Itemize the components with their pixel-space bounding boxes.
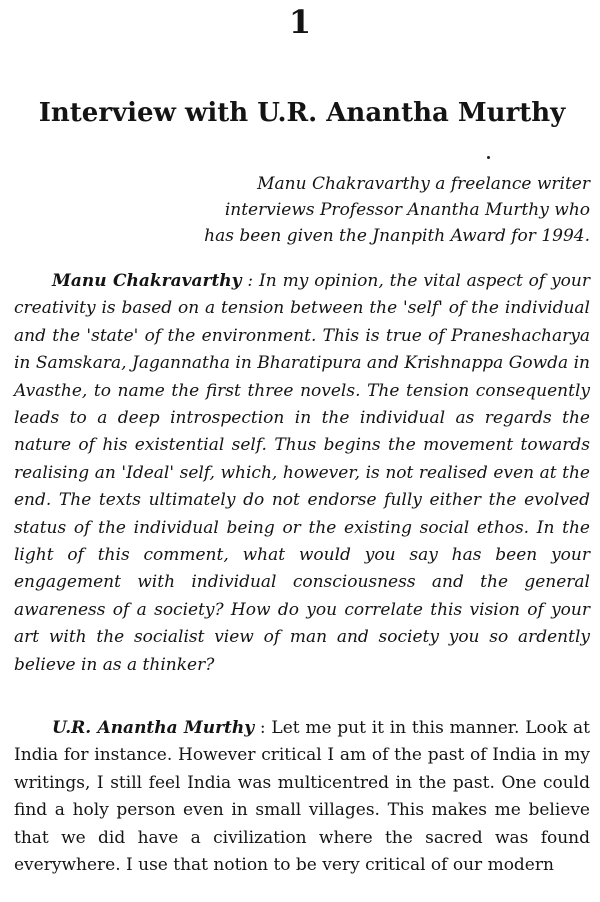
- chapter-title: Interview with U.R. Anantha Murthy: [38, 98, 566, 128]
- question-text: In my opinion, the vital aspect of your creativity is based on a tension between the 'self' of the individual and the 'state' of the environment. This is true of Praneshacharya in Samskara, Jagannatha in Bharatipura and Krishnappa Gowda in Avasthe, to name the first three novels. The tension consequently leads to a deep introspection in the individual as regards the nature of his existential self. Thus begins the movement towards realising an 'Ideal' self, which, however, is not realised even at the end. The texts ultimately do not endorse fully either the evolved status of the individual being or the existing social ethos. In the light of this comment, what would you say has been your engagement with individual consciousness and the general awareness of a society? How do you correlate this vision of your art with the socialist view of man and society you so ardently believe in as a thinker?: [14, 271, 590, 675]
- answer-speaker: U.R. Anantha Murthy: [52, 718, 255, 738]
- intro-line: Manu Chakravarthy a freelance writer: [257, 174, 590, 194]
- intro-line: interviews Professor Anantha Murthy who: [224, 200, 590, 220]
- question-speaker: Manu Chakravarthy: [52, 271, 242, 291]
- stray-mark: [487, 156, 490, 159]
- question-paragraph: [14, 268, 590, 679]
- intro-line: has been given the Jnanpith Award for 1994.: [204, 226, 590, 246]
- answer-text: Let me put it in this manner. Look at India for instance. However critical I am of the past of India in my writings, I still feel India was multicentred in the past. One could find a holy person even in small villages. This makes me believe that we did have a civilization where the sacred was found everywhere. I use that notion to be very critical of our modern: [14, 718, 590, 876]
- question-separator: :: [241, 271, 260, 291]
- chapter-number: 1: [288, 3, 312, 41]
- answer-separator: :: [254, 718, 272, 738]
- answer-paragraph: [14, 715, 590, 879]
- intro-blurb: [84, 171, 590, 249]
